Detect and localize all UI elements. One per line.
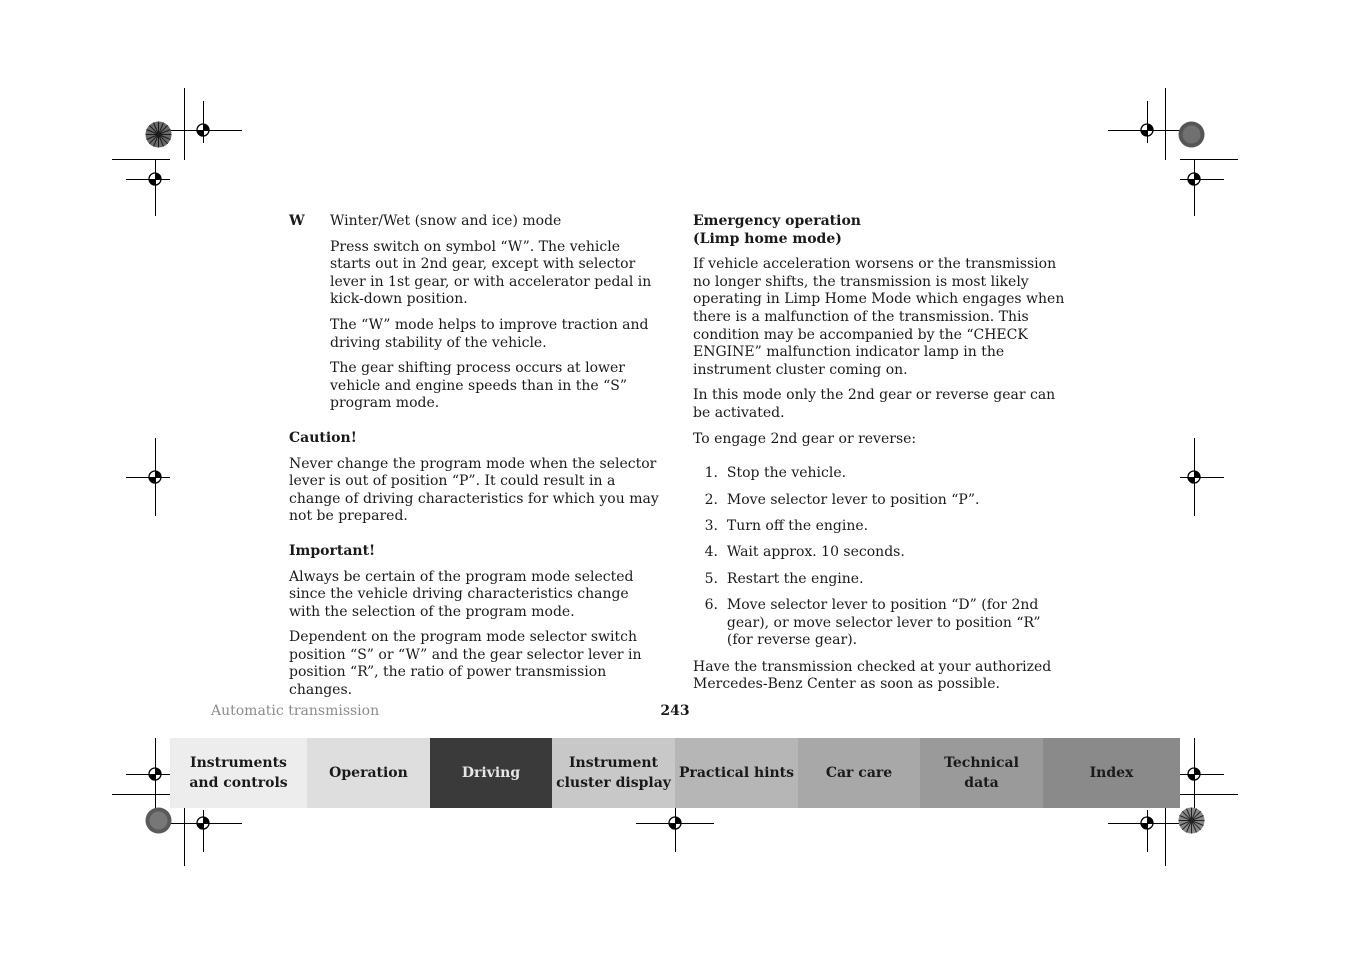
step-number: 5. [704,570,718,587]
registration-target-icon [145,169,165,189]
list-item [693,492,1068,510]
step-text: Wait approx. 10 seconds. [726,544,905,561]
tab-label: Index [1089,765,1134,781]
w-mode-title: Winter/Wet (snow and ice) mode [330,213,562,229]
w-mode-row [289,213,664,231]
page-number: 243 [660,703,690,719]
calibration-disc-icon [145,121,172,148]
tab-practical-hints[interactable] [675,738,798,808]
closing-paragraph: Have the transmission checked at your authorized Mercedes-Benz Center as soon as possible. [693,658,1052,693]
tab-label: Practical hints [678,765,795,781]
crop-line [112,159,170,160]
tab-label: Instrument cluster display [556,755,671,791]
registration-target-icon [145,467,165,487]
emergency-heading: Emergency operation [693,213,861,229]
crop-line [184,88,185,160]
emergency-paragraph: If vehicle acceleration worsens or the transmission no longer shifts, the transmission is most likely operating in Limp Home Mode which engages when there is a malfunction of the transmission. This condition may be accompanied by the “CHECK ENGINE” malfunction indicator lamp in the instrument cluster coming on. [693,256,1065,378]
registration-target-icon [1137,813,1157,833]
registration-target-icon [1184,764,1204,784]
calibration-disc-icon [1178,121,1205,148]
footer-section-title: Automatic transmission [211,703,380,719]
crop-line [1165,88,1166,160]
important-paragraph: Dependent on the program mode selector switch position “S” or “W” and the gear selector lever in position “R”, the ratio of power transmission changes. [289,629,642,699]
chapter-nav [170,738,1180,808]
step-text: Move selector lever to position “D” (for 2nd gear), or move selector lever to position “R” (for reverse gear). [726,597,1041,649]
tab-technical-data[interactable] [920,738,1043,808]
calibration-disc-icon [145,807,172,834]
tab-instruments-and-controls[interactable] [170,738,307,808]
registration-target-icon [1137,120,1157,140]
list-item [693,465,1068,483]
calibration-disc-icon [1178,807,1205,834]
tab-instrument-cluster-display[interactable] [552,738,675,808]
w-mode-key: W [289,213,305,229]
w-mode-paragraph: Press switch on symbol “W”. The vehicle starts out in 2nd gear, except with selector lever in 1st gear, or with accelerator pedal in kick-down position. [330,238,652,308]
list-item [693,597,1068,650]
tab-driving[interactable] [430,738,552,808]
emergency-paragraph: In this mode only the 2nd gear or reverse gear can be activated. [693,387,1056,421]
right-column [693,213,1068,694]
tab-operation[interactable] [307,738,430,808]
registration-target-icon [1184,467,1204,487]
tab-label: Technical data [944,755,1019,791]
registration-target-icon [1184,169,1204,189]
emergency-subheading: (Limp home mode) [693,230,842,247]
crop-line [112,794,170,795]
crop-line [1180,159,1238,160]
step-number: 4. [704,544,718,561]
emergency-paragraph: To engage 2nd gear or reverse: [693,430,917,447]
step-number: 3. [704,517,718,534]
step-text: Restart the engine. [726,570,864,587]
important-heading: Important! [289,542,376,559]
step-number: 2. [704,491,718,508]
step-number: 1. [704,465,718,482]
tab-label: Operation [329,765,408,781]
caution-heading: Caution! [289,429,357,446]
step-number: 6. [704,597,718,614]
caution-text: Never change the program mode when the selector lever is out of position “P”. It could result in a change of driving characteristics for which you may not be prepared. [289,455,659,525]
tab-label: Car care [825,765,893,781]
tab-car-care[interactable] [798,738,920,808]
registration-target-icon [665,813,685,833]
left-column [289,213,664,700]
step-text: Move selector lever to position “P”. [726,491,980,508]
tab-index[interactable] [1043,738,1180,808]
steps-list [693,465,1068,650]
crop-line [1180,794,1238,795]
list-item [693,544,1068,562]
step-text: Stop the vehicle. [726,465,847,482]
step-text: Turn off the engine. [726,517,869,534]
w-mode-paragraph: The gear shifting process occurs at lower vehicle and engine speeds than in the “S” program mode. [330,360,628,412]
list-item [693,518,1068,536]
registration-target-icon [193,813,213,833]
important-paragraph: Always be certain of the program mode selected since the vehicle driving characteristics change with the selection of the program mode. [289,568,634,620]
registration-target-icon [193,120,213,140]
w-mode-paragraph: The “W” mode helps to improve traction and driving stability of the vehicle. [330,316,649,351]
list-item [693,571,1068,589]
tab-label: Driving [461,765,521,781]
tab-label: Instruments and controls [189,755,288,791]
registration-target-icon [145,764,165,784]
